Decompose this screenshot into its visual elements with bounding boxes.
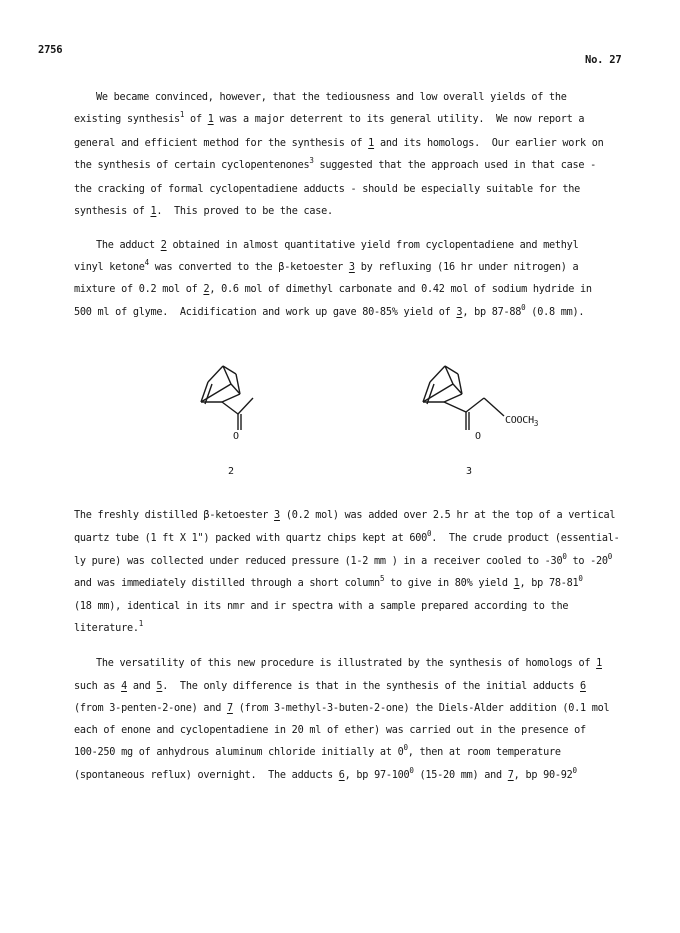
compound-ref: 7	[507, 770, 514, 781]
oxygen-atom: O	[233, 431, 239, 442]
degree-mark: 0	[572, 766, 577, 775]
compound-ref: 3	[456, 307, 463, 318]
p3-line-5: (18 mm), identical in its nmr and ir spectra with a sample prepared according to the	[74, 601, 569, 612]
degree-mark: 0	[607, 552, 613, 561]
p2-line-1: The adduct 2 obtained in almost quantitative yield from cyclopentadiene and methyl	[96, 240, 579, 251]
p2-line-2: vinyl ketone$^4$ was converted to the β-ketoester 3 by refluxing (16 hr under nitrogen) a	[74, 258, 579, 273]
compound-ref: 5	[156, 681, 163, 692]
degree-mark: 0	[403, 743, 408, 752]
page-number: 2756	[38, 44, 63, 56]
compound-ref: 1	[513, 578, 520, 589]
p4-line-5: 100-250 mg of anhydrous aluminum chloride initially at $0^0$, then at room temperature	[74, 743, 561, 758]
footnote-ref: 5	[379, 574, 385, 583]
journal-issue: No. 27	[585, 54, 622, 66]
compound-ref: 1	[150, 206, 157, 217]
compound-ref: 7	[226, 703, 233, 714]
footnote-ref: 1	[179, 110, 185, 119]
p3-line-1: The freshly distilled β-ketoester 3 (0.2 mol) was added over 2.5 hr at the top of a vertical	[74, 510, 616, 521]
p1-line-2: existing synthesis$^1$ of 1 was a major deterrent to its general utility. We now report a	[74, 110, 585, 125]
degree-mark: 0	[578, 574, 583, 583]
compound-ref: 1	[596, 658, 602, 669]
compound-ref: 3	[274, 510, 280, 521]
p3-line-3: ly pure) was collected under reduced pressure (1-2 mm ) in a receiver cooled to $-30^0$ to $-20^0$	[74, 552, 613, 567]
p4-line-6: (spontaneous reflux) overnight. The adducts 6, bp $97-100^0$ (15-20 mm) and 7, bp $90-92^0$	[74, 766, 577, 781]
compound-ref: 1	[207, 114, 214, 125]
p1-line-3: general and efficient method for the synthesis of 1 and its homologs. Our earlier work on	[74, 138, 604, 149]
ester-substituent: $COOCH_3$	[505, 415, 539, 428]
p3-line-4: and was immediately distilled through a short column$^5$ to give in 80% yield 1, bp $78-81^0$	[74, 574, 583, 589]
degree-mark: 0	[562, 552, 567, 561]
p3-line-2: quartz tube (1 ft X 1") packed with quartz chips kept at $600^0$. The crude product (essential-	[74, 529, 620, 544]
compound-ref: 4	[121, 681, 127, 692]
structure-3-label: 3	[466, 466, 472, 477]
p4-line-4: each of enone and cyclopentadiene in 20 ml of ether) was carried out in the presence of	[74, 725, 586, 736]
oxygen-atom: O	[475, 431, 481, 442]
p4-line-2: such as 4 and 5. The only difference is that in the synthesis of the initial adducts 6	[74, 681, 586, 692]
p1-line-4: the synthesis of certain cyclopentenones$^3$ suggested that the approach used in that case -	[74, 156, 597, 171]
p4-line-3: (from 3-penten-2-one) and 7 (from 3-methyl-3-buten-2-one) the Diels-Alder addition (0.1 mol	[74, 703, 610, 714]
footnote-ref: 3	[309, 156, 314, 165]
compound-ref: 6	[580, 681, 586, 692]
p2-line-4: 500 ml of glyme. Acidification and work up gave 80-85% yield of 3, bp $87-88^0$ (0.8 mm).	[74, 303, 585, 318]
footnote-ref: 4	[144, 258, 149, 267]
footnote-ref: 1	[138, 619, 143, 628]
structure-2-label: 2	[228, 466, 234, 477]
degree-mark: 0	[427, 529, 432, 538]
compound-ref: 3	[348, 262, 355, 273]
compound-ref: 1	[368, 138, 375, 149]
p1-line-1: We became convinced, however, that the tediousness and low overall yields of the	[96, 92, 567, 103]
compound-ref: 2	[160, 240, 167, 251]
compound-ref: 6	[338, 770, 345, 781]
p4-line-1: The versatility of this new procedure is illustrated by the synthesis of homologs of 1	[96, 658, 602, 669]
structure-2-norbornenyl-methyl-ketone	[190, 350, 300, 440]
p1-line-5: the cracking of formal cyclopentadiene adducts - should be especially suitable for the	[74, 184, 580, 195]
p3-line-6: literature.$^1$	[74, 619, 143, 634]
p1-line-6: synthesis of 1. This proved to be the case.	[74, 206, 333, 217]
degree-mark: 0	[409, 766, 414, 775]
compound-ref: 2	[203, 284, 210, 295]
structure-3-beta-ketoester	[412, 350, 552, 440]
degree-mark: 0	[521, 303, 526, 312]
p2-line-3: mixture of 0.2 mol of 2, 0.6 mol of dimethyl carbonate and 0.42 mol of sodium hydride in	[74, 284, 592, 295]
